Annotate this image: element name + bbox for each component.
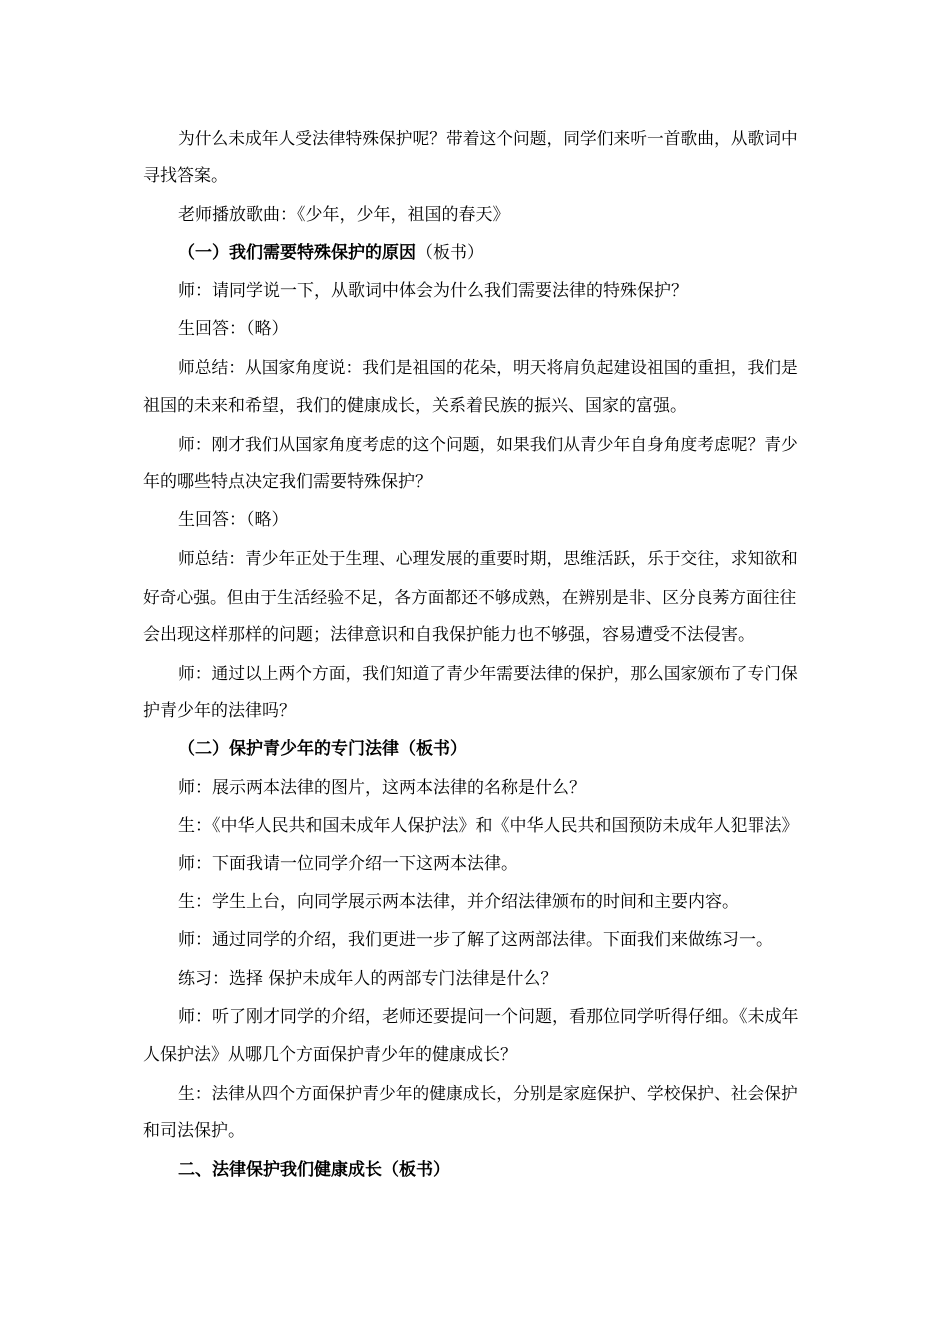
paragraph-line: 练习：选择 保护未成年人的两部专门法律是什么？: [178, 969, 558, 989]
paragraph-line: 师：展示两本法律的图片，这两本法律的名称是什么？: [178, 778, 586, 798]
paragraph-line: 护青少年的法律吗？: [143, 701, 296, 721]
paragraph-line: 师：通过同学的介绍，我们更进一步了解了这两部法律。下面我们来做练习一。: [178, 930, 773, 950]
paragraph-line: 生：《中华人民共和国未成年人保护法》和《中华人民共和国预防未成年人犯罪法》: [178, 816, 799, 836]
paragraph-line: 年的哪些特点决定我们需要特殊保护？: [143, 472, 432, 492]
paragraph-line: 生回答：（略）: [178, 510, 289, 530]
section-heading: 二、法律保护我们健康成长（板书）: [178, 1160, 450, 1180]
paragraph-line: 生回答：（略）: [178, 319, 289, 339]
paragraph-line: 祖国的未来和希望，我们的健康成长，关系着民族的振兴、国家的富强。: [143, 396, 687, 416]
paragraph-line: 师总结：从国家角度说：我们是祖国的花朵，明天将肩负起建设祖国的重担，我们是: [178, 357, 798, 377]
section-heading: [178, 243, 484, 263]
paragraph-line: 师：通过以上两个方面，我们知道了青少年需要法律的保护，那么国家颁布了专门保: [178, 663, 798, 683]
paragraph-line: 会出现这样那样的问题；法律意识和自我保护能力也不够强，容易遭受不法侵害。: [143, 625, 755, 645]
paragraph-line: 好奇心强。但由于生活经验不足，各方面都还不够成熟，在辨别是非、区分良莠方面往往: [143, 587, 797, 607]
section-heading: （二）保护青少年的专门法律（板书）: [178, 739, 467, 759]
section-heading-suffix: （板书）: [416, 243, 484, 263]
paragraph-line: 师：请同学说一下，从歌词中体会为什么我们需要法律的特殊保护？: [178, 281, 688, 301]
paragraph-line: 师总结：青少年正处于生理、心理发展的重要时期，思维活跃，乐于交往，求知欲和: [178, 548, 798, 568]
paragraph-line: 为什么未成年人受法律特殊保护呢？带着这个问题，同学们来听一首歌曲，从歌词中: [178, 128, 798, 148]
section-heading-text: （一）我们需要特殊保护的原因: [178, 243, 416, 263]
paragraph-line: 师：下面我请一位同学介绍一下这两本法律。: [178, 854, 518, 874]
paragraph-line: 寻找答案。: [143, 166, 228, 186]
paragraph-line: 师：刚才我们从国家角度考虑的这个问题，如果我们从青少年自身角度考虑呢？青少: [178, 434, 798, 454]
paragraph-line: 老师播放歌曲：《少年，少年，祖国的春天》: [178, 205, 510, 225]
paragraph-line: 生：法律从四个方面保护青少年的健康成长，分别是家庭保护、学校保护、社会保护: [178, 1083, 798, 1103]
paragraph-line: 生：学生上台，向同学展示两本法律，并介绍法律颁布的时间和主要内容。: [178, 892, 739, 912]
paragraph-line: 师：听了刚才同学的介绍，老师还要提问一个问题，看那位同学听得仔细。《未成年: [178, 1007, 799, 1027]
paragraph-line: 和司法保护。: [143, 1121, 245, 1141]
paragraph-line: 人保护法》从哪几个方面保护青少年的健康成长？: [143, 1045, 517, 1065]
